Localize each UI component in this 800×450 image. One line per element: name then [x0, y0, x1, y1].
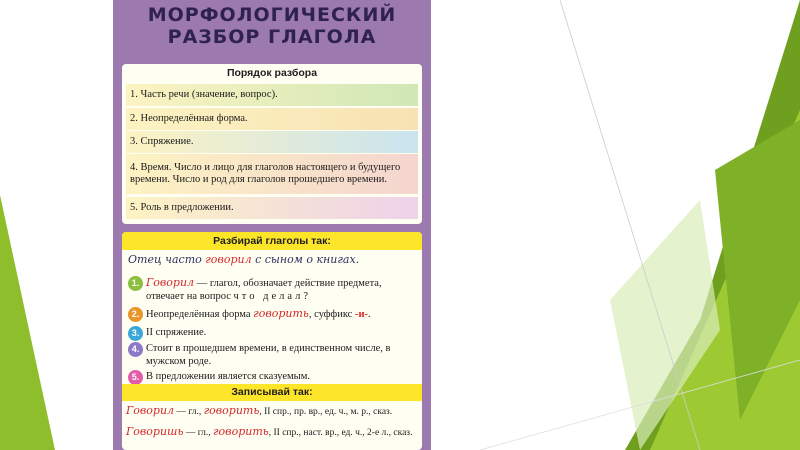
order-panel [122, 64, 422, 224]
order-heading: Порядок разбора [226, 67, 318, 79]
parse-step-3 [128, 326, 418, 341]
step-3-text: II спряжение. [146, 327, 207, 338]
record-row-2 [126, 425, 420, 438]
parse-panel [122, 232, 422, 450]
record-heading: Записывай так: [122, 384, 422, 401]
order-item-1: 1. Часть речи (значение, вопрос). [126, 84, 418, 106]
parse-step-5 [128, 370, 418, 385]
poster-image [113, 0, 431, 450]
step-2-end: . [368, 309, 371, 320]
step-4-text: Стоит в прошедшем времени, в единственном числе, в мужском роде. [146, 343, 391, 367]
step-4-number: 4. [128, 342, 143, 357]
example-before: Отец часто [128, 253, 206, 266]
record-2-mid: — гл., [183, 428, 213, 438]
step-2-text [146, 307, 371, 321]
order-item-4: 4. Время. Число и лицо для глаголов настоящего и будущего времени. Число и род для глаголов прошедшего времени. [126, 154, 418, 194]
record-1-mid: — гл., [174, 407, 204, 417]
parse-heading: Разбирай глаголы так: [122, 232, 422, 250]
left-green-triangle [0, 195, 55, 450]
step-1-question: что делал? [233, 291, 312, 302]
step-1-verb: Говорил [146, 276, 195, 289]
poster-title-line1: МОРФОЛОГИЧЕСКИЙ [147, 4, 397, 26]
step-2-verb: говорить [253, 307, 309, 320]
record-2-infinitive: говорить [213, 425, 269, 438]
step-3-number: 3. [128, 326, 143, 341]
step-2-suffix: -и- [354, 309, 369, 320]
order-item-5: 5. Роль в предложении. [126, 197, 418, 219]
order-item-2: 2. Неопределённая форма. [126, 108, 418, 130]
step-2-body: Неопределённая форма [146, 309, 254, 320]
poster-title [113, 4, 431, 48]
record-1-infinitive: говорить [203, 404, 260, 417]
example-verb: говорил [205, 253, 252, 266]
example-after: с сыном о книгах. [251, 253, 360, 266]
step-1-text [146, 276, 418, 303]
record-2-word: Говоришь [126, 425, 184, 438]
poster-title-line2: РАЗБОР ГЛАГОЛА [167, 26, 377, 48]
parse-step-2 [128, 307, 418, 322]
parse-step-4 [128, 342, 418, 368]
record-2-rest: , II спр., наст. вр., ед. ч., 2-е л., сказ. [268, 428, 413, 438]
record-1-word: Говорил [126, 404, 175, 417]
parse-step-1 [128, 276, 418, 303]
record-1-rest: , II спр., пр. вр., ед. ч., м. р., сказ. [259, 407, 393, 417]
order-item-3: 3. Спряжение. [126, 131, 418, 153]
example-sentence [128, 253, 416, 266]
step-2-body2: , суффикс [308, 309, 355, 320]
step-2-number: 2. [128, 307, 143, 322]
step-5-number: 5. [128, 370, 143, 385]
record-row-1 [126, 404, 420, 417]
step-1-body: — глагол, обозначает действие предмета, отвечает на вопрос [146, 278, 382, 302]
step-5-text: В предложении является сказуемым. [146, 371, 310, 382]
step-1-number: 1. [128, 276, 143, 291]
